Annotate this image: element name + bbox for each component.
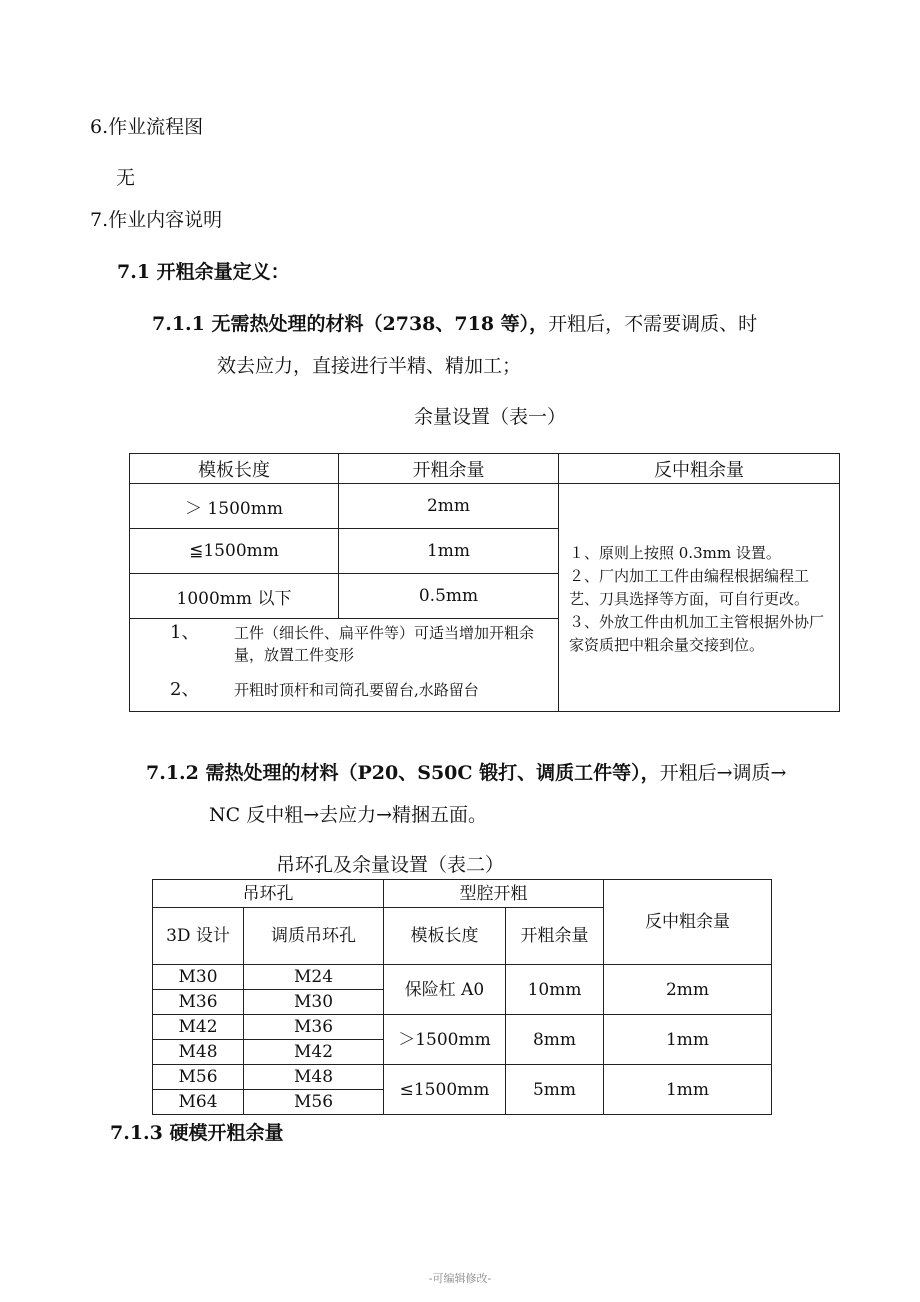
t1-note: ３、外放工件由机加工主管根据外协厂家资质把中粗余量交接到位。 (569, 613, 825, 654)
table2-caption: 吊环孔及余量设置（表二） (275, 854, 504, 876)
section-6-title: 6.作业流程图 (90, 116, 204, 138)
section-7-title: 7.作业内容说明 (90, 209, 223, 231)
t2-allowance: 5mm (506, 1065, 604, 1115)
t2-hook-temper: M42 (244, 1040, 384, 1065)
t2-hook-3d: M64 (153, 1090, 244, 1115)
t1-tip-number: 2、 (170, 679, 200, 700)
section-7-1-1 (152, 309, 757, 336)
t2-length: ≤1500mm (384, 1065, 506, 1115)
t2-group-hook: 吊环孔 (153, 880, 384, 908)
t1-tip-text: 工件（细长件、扁平件等）可适当增加开粗余量，放置工件变形 (234, 624, 535, 664)
t2-hook-3d: M36 (153, 990, 244, 1015)
t1-tip-text: 开粗时顶杆和司筒孔要留台,水路留台 (234, 681, 479, 699)
t2-length: ＞1500mm (384, 1015, 506, 1065)
t1-length-cell: ≦1500mm (130, 529, 339, 574)
t2-reverse: 1mm (604, 1015, 772, 1065)
t2-hook-temper: M30 (244, 990, 384, 1015)
t2-hook-temper: M48 (244, 1065, 384, 1090)
section-7-1-2 (146, 758, 786, 785)
t2-header-allowance: 开粗余量 (506, 908, 604, 965)
t1-allowance-cell: 0.5mm (339, 574, 559, 619)
t1-length-cell: ＞ 1500mm (130, 484, 339, 529)
t2-hook-temper: M24 (244, 965, 384, 990)
t2-header-3d: 3D 设计 (153, 908, 244, 965)
t1-allowance-cell: 1mm (339, 529, 559, 574)
allowance-table-1 (129, 453, 840, 712)
t1-header-allowance: 开粗余量 (339, 454, 559, 484)
t2-header-length: 模板长度 (384, 908, 506, 965)
t2-hook-temper: M56 (244, 1090, 384, 1115)
t1-header-reverse: 反中粗余量 (559, 454, 840, 484)
t1-allowance-cell: 2mm (339, 484, 559, 529)
section-7-1-1-line2: 效去应力，直接进行半精、精加工； (217, 355, 522, 377)
t2-reverse: 1mm (604, 1065, 772, 1115)
t2-hook-3d: M42 (153, 1015, 244, 1040)
table1-caption: 余量设置（表一） (413, 406, 566, 428)
t2-hook-3d: M48 (153, 1040, 244, 1065)
hook-hole-table-2 (152, 879, 772, 1115)
t1-tip (130, 679, 558, 701)
section-7-1-2-bold: 7.1.2 需热处理的材料（P20、S50C 锻打、调质工件等）， (146, 762, 660, 784)
t2-length: 保险杠 A0 (384, 965, 506, 1015)
section-7-1-3-title: 7.1.3 硬模开粗余量 (110, 1122, 284, 1144)
section-7-1-1-rest: 开粗后，不需要调质、时 (548, 313, 758, 335)
t2-hook-temper: M36 (244, 1015, 384, 1040)
t2-hook-3d: M56 (153, 1065, 244, 1090)
t2-reverse: 2mm (604, 965, 772, 1015)
t1-note: １、原则上按照 0.3mm 设置。 (569, 544, 781, 562)
t2-hook-3d: M30 (153, 965, 244, 990)
t2-group-cavity: 型腔开粗 (384, 880, 604, 908)
section-7-1-title: 7.1 开粗余量定义： (117, 261, 290, 283)
section-6-content: 无 (116, 167, 136, 189)
t1-tip (130, 622, 558, 666)
section-7-1-2-line2: NC 反中粗→去应力→精捆五面。 (209, 804, 488, 826)
page-footer: -可编辑修改- (428, 1272, 492, 1285)
t2-header-reverse: 反中粗余量 (604, 880, 772, 965)
t1-tips-cell (130, 619, 559, 712)
t2-allowance: 8mm (506, 1015, 604, 1065)
section-7-1-2-rest: 开粗后→调质→ (659, 762, 787, 784)
t1-length-cell: 1000mm 以下 (130, 574, 339, 619)
t1-tip-number: 1、 (170, 622, 200, 643)
t1-notes-cell (559, 484, 840, 712)
t1-header-length: 模板长度 (130, 454, 339, 484)
t1-note: ２、厂内加工工件由编程根据编程工艺、刀具选择等方面，可自行更改。 (569, 567, 810, 608)
t2-header-temper: 调质吊环孔 (244, 908, 384, 965)
t2-allowance: 10mm (506, 965, 604, 1015)
section-7-1-1-bold: 7.1.1 无需热处理的材料（2738、718 等）， (152, 313, 549, 335)
